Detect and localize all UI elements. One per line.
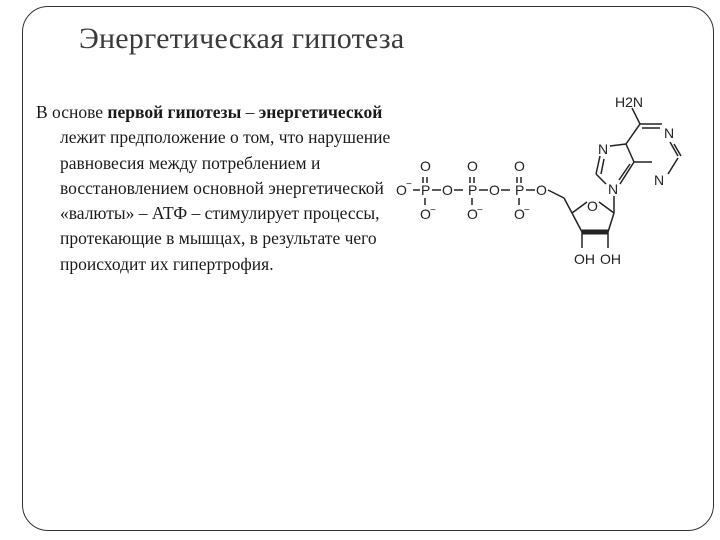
body-dash: –	[241, 102, 259, 122]
body-text	[36, 100, 408, 277]
atom-n7: N	[598, 141, 609, 157]
phosphate-chain	[396, 158, 564, 222]
adenine-base	[596, 94, 681, 197]
atom-o-terminal: O	[396, 182, 407, 198]
charge-p2: −	[477, 205, 483, 216]
atom-p2: P	[468, 182, 478, 198]
atom-o-p3-top: O	[514, 158, 525, 174]
body-rest: лежит предположение о том, что нарушение равновесия между потреблением и восстановлением основной энергетической «валюты» – АТФ – стимулирует процессы, протекающие в мышцах, в результате чего происходит их гипертрофия.	[60, 127, 391, 274]
atom-o-p3-bottom: O	[514, 206, 525, 222]
atom-o-p2-bottom: O	[467, 206, 478, 222]
atom-o-p2-top: O	[467, 158, 478, 174]
body-bold-energetic: энергетической	[258, 102, 383, 122]
atom-o-bridge2: O	[489, 182, 500, 198]
charge-p1: −	[430, 205, 436, 216]
slide-title: Энергетическая гипотеза	[79, 22, 405, 55]
atom-o-p1-bottom: O	[420, 206, 431, 222]
atom-p1: P	[421, 182, 431, 198]
body-prefix: В основе	[36, 102, 108, 122]
ribose-ring	[564, 196, 621, 267]
oh-right: OH	[600, 251, 621, 267]
charge-p3: −	[524, 205, 530, 216]
atom-o-ring: O	[587, 198, 598, 214]
oh-left: OH	[574, 251, 595, 267]
atom-n3: N	[654, 172, 665, 188]
amine-label: H2N	[615, 94, 644, 110]
atom-p3: P	[515, 182, 525, 198]
body-bold-first-hypothesis: первой гипотезы	[107, 102, 242, 122]
atp-structure-diagram	[392, 88, 692, 288]
atom-o-bridge1: O	[442, 182, 453, 198]
atom-n1: N	[664, 125, 675, 141]
atom-o-bridge3: O	[536, 182, 547, 198]
atom-o-p1-top: O	[420, 158, 431, 174]
atom-n9: N	[608, 181, 619, 197]
charge-terminal: −	[406, 179, 412, 190]
